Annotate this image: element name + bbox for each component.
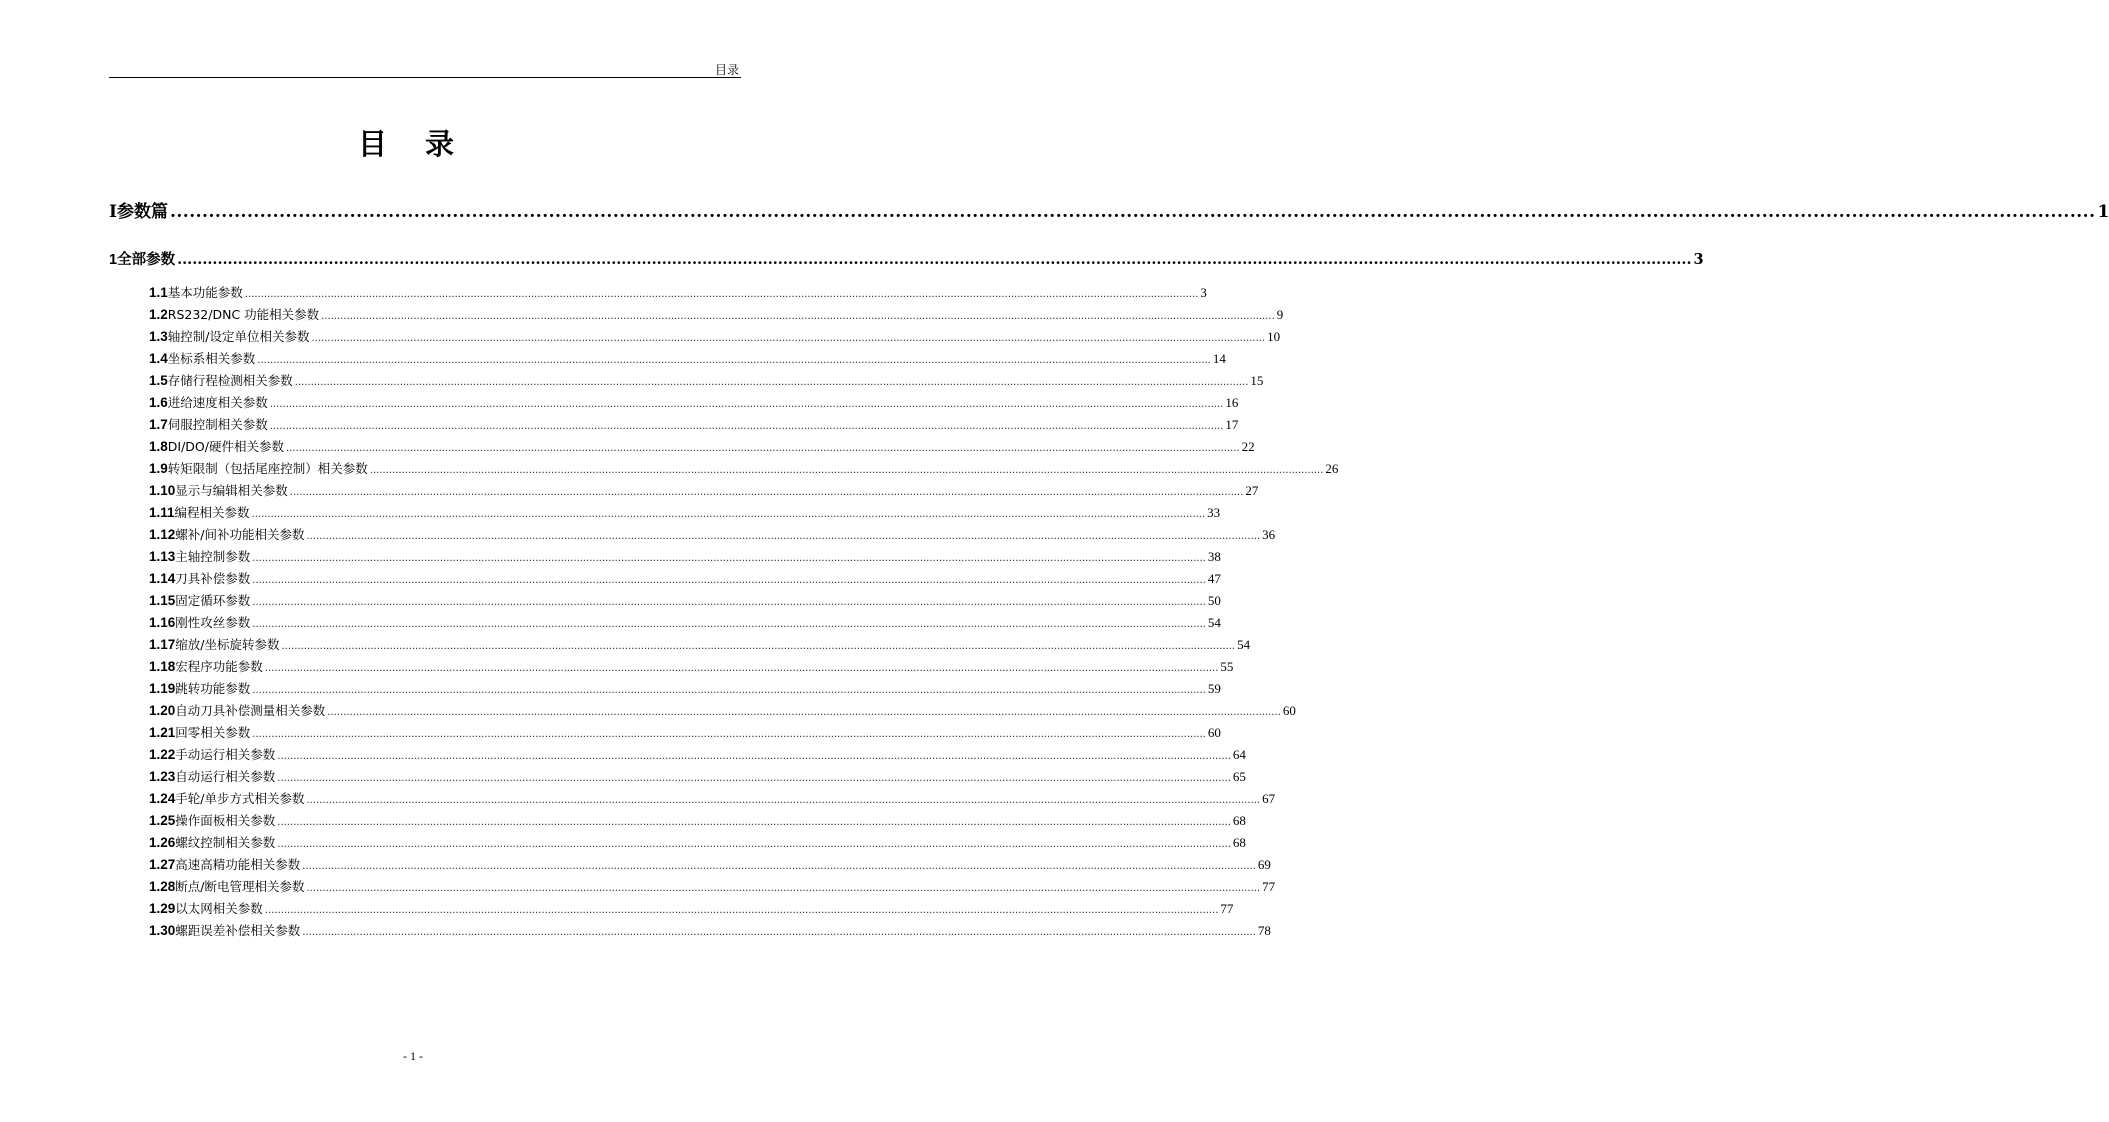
toc-section-entry[interactable] bbox=[149, 305, 1284, 323]
section-number: 1.27 bbox=[149, 857, 176, 872]
section-label: 存储行程检测相关参数 bbox=[167, 373, 293, 388]
section-number: 1.16 bbox=[149, 615, 176, 630]
section-label: 回零相关参数 bbox=[175, 725, 251, 740]
dot-leader: ............................................................................................................................................................................................................................................................................................................ bbox=[257, 355, 1211, 366]
chapter-page: 3 bbox=[1693, 251, 1704, 268]
dot-leader: ............................................................................................................................................................................................................................................................................................................ bbox=[277, 817, 1231, 828]
dot-leader: ............................................................................................................................................................................................................................................................................................................ bbox=[321, 311, 1275, 322]
section-label: 编程相关参数 bbox=[174, 505, 250, 520]
dot-leader: ............................................................................................................................................................................................................................................................................................................ bbox=[264, 905, 1219, 916]
toc-section-entry[interactable] bbox=[149, 371, 1264, 389]
toc-section-entry[interactable] bbox=[149, 591, 1221, 609]
dot-leader: ............................................................................................................................................................................................................................................................................................................ bbox=[269, 399, 1224, 410]
section-page: 9 bbox=[1276, 307, 1284, 322]
page-title: 目 录 bbox=[357, 127, 469, 161]
dot-leader: ............................................................................................................................................................................................................................................................................................................ bbox=[277, 839, 1231, 850]
section-page: 78 bbox=[1257, 923, 1271, 938]
section-label: 手轮/单步方式相关参数 bbox=[175, 791, 305, 806]
section-label: 坐标系相关参数 bbox=[167, 351, 256, 366]
section-label: 以太网相关参数 bbox=[175, 901, 263, 916]
dot-leader: ............................................................................................................................................................................................................................................................................................................ bbox=[306, 795, 1261, 806]
section-page: 68 bbox=[1232, 835, 1246, 850]
section-number: 1.26 bbox=[149, 835, 176, 850]
toc-section-entry[interactable] bbox=[149, 569, 1221, 587]
toc-section-entry[interactable] bbox=[149, 437, 1255, 455]
section-number: 1.15 bbox=[149, 593, 176, 608]
section-page: 36 bbox=[1262, 527, 1276, 542]
toc-section-entry[interactable] bbox=[149, 745, 1246, 763]
dot-leader: ............................................................................................................................................................................................................................................................................................................ bbox=[277, 751, 1231, 762]
toc-section-entry[interactable] bbox=[149, 921, 1271, 939]
section-label: 进给速度相关参数 bbox=[167, 395, 268, 410]
section-page: 47 bbox=[1207, 571, 1221, 586]
section-label: 基本功能参数 bbox=[167, 285, 243, 300]
section-label: 自动运行相关参数 bbox=[175, 769, 276, 784]
section-number: 1.1 bbox=[149, 285, 168, 300]
toc-section-entry[interactable] bbox=[149, 679, 1221, 697]
section-label: 自动刀具补偿测量相关参数 bbox=[175, 703, 326, 718]
dot-leader: ............................................................................................................................................................................................................................................................................................................ bbox=[269, 421, 1224, 432]
header-rule bbox=[109, 77, 741, 78]
toc-section-entry[interactable] bbox=[149, 877, 1276, 895]
section-number: 1.4 bbox=[149, 351, 168, 366]
section-page: 69 bbox=[1257, 857, 1271, 872]
toc-section-entry[interactable] bbox=[149, 283, 1207, 301]
section-label: 轴控制/设定单位相关参数 bbox=[167, 329, 310, 344]
section-page: 38 bbox=[1207, 549, 1221, 564]
toc-section-entry[interactable] bbox=[149, 613, 1221, 631]
section-number: 1.8 bbox=[149, 439, 168, 454]
section-number: 1.19 bbox=[149, 681, 176, 696]
dot-leader: ............................................................................................................................................................................................................................................................................................................ bbox=[311, 333, 1266, 344]
toc-section-entry[interactable] bbox=[149, 547, 1221, 565]
section-number: 1.29 bbox=[149, 901, 176, 916]
section-page: 14 bbox=[1212, 351, 1226, 366]
dot-leader: ............................................................................................................................................................................................................................................................................................................ bbox=[252, 597, 1206, 608]
section-label: 缩放/坐标旋转参数 bbox=[175, 637, 280, 652]
section-page: 77 bbox=[1220, 901, 1234, 916]
section-page: 27 bbox=[1245, 483, 1259, 498]
section-number: 1.9 bbox=[149, 461, 168, 476]
toc-section-entry[interactable] bbox=[149, 723, 1221, 741]
section-label: 高速高精功能相关参数 bbox=[175, 857, 301, 872]
section-label: 操作面板相关参数 bbox=[175, 813, 276, 828]
section-number: 1.23 bbox=[149, 769, 176, 784]
section-page: 26 bbox=[1325, 461, 1339, 476]
section-label: 刀具补偿参数 bbox=[175, 571, 251, 586]
toc-section-entry[interactable] bbox=[149, 481, 1259, 499]
section-label: 刚性攻丝参数 bbox=[175, 615, 251, 630]
running-header: 目录 bbox=[714, 63, 739, 77]
section-number: 1.6 bbox=[149, 395, 168, 410]
section-label: 显示与编辑相关参数 bbox=[175, 483, 288, 498]
dot-leader: ............................................................................................................................................................................................................................................................................................................ bbox=[169, 202, 2096, 222]
section-label: RS232/DNC 功能相关参数 bbox=[167, 307, 320, 322]
dot-leader: ............................................................................................................................................................................................................................................................................................................ bbox=[327, 707, 1281, 718]
dot-leader: ............................................................................................................................................................................................................................................................................................................ bbox=[252, 685, 1206, 696]
section-page: 54 bbox=[1237, 637, 1251, 652]
section-number: 1.12 bbox=[149, 527, 176, 542]
section-number: 1.22 bbox=[149, 747, 176, 762]
section-label: 宏程序功能参数 bbox=[175, 659, 263, 674]
part-number: I bbox=[109, 202, 117, 222]
dot-leader: ............................................................................................................................................................................................................................................................................................................ bbox=[252, 619, 1206, 630]
toc-section-entry[interactable] bbox=[149, 855, 1271, 873]
toc-section-entry[interactable] bbox=[149, 899, 1234, 917]
toc-section-entry[interactable] bbox=[149, 767, 1246, 785]
section-number: 1.20 bbox=[149, 703, 176, 718]
dot-leader: ............................................................................................................................................................................................................................................................................................................ bbox=[302, 927, 1256, 938]
section-page: 77 bbox=[1262, 879, 1276, 894]
toc-section-entry[interactable] bbox=[149, 327, 1281, 345]
part-page: 1 bbox=[2097, 202, 2109, 222]
section-page: 68 bbox=[1232, 813, 1246, 828]
section-page: 15 bbox=[1250, 373, 1264, 388]
dot-leader: ............................................................................................................................................................................................................................................................................................................ bbox=[252, 575, 1206, 586]
dot-leader: ............................................................................................................................................................................................................................................................................................................ bbox=[244, 289, 1199, 300]
section-label: 断点/断电管理相关参数 bbox=[175, 879, 305, 894]
dot-leader: ............................................................................................................................................................................................................................................................................................................ bbox=[251, 509, 1206, 520]
chapter-label: 全部参数 bbox=[117, 252, 176, 268]
section-number: 1.7 bbox=[149, 417, 168, 432]
section-number: 1.13 bbox=[149, 549, 176, 564]
dot-leader: ............................................................................................................................................................................................................................................................................................................ bbox=[252, 729, 1206, 740]
toc-section-entry[interactable] bbox=[149, 789, 1276, 807]
section-page: 33 bbox=[1207, 505, 1221, 520]
section-label: 主轴控制参数 bbox=[175, 549, 251, 564]
dot-leader: ............................................................................................................................................................................................................................................................................................................ bbox=[277, 773, 1231, 784]
section-number: 1.25 bbox=[149, 813, 176, 828]
toc-section-entry[interactable] bbox=[149, 415, 1239, 433]
dot-leader: ............................................................................................................................................................................................................................................................................................................ bbox=[285, 443, 1240, 454]
section-number: 1.3 bbox=[149, 329, 168, 344]
page-number-footer: - 1 - bbox=[403, 1049, 423, 1063]
section-page: 17 bbox=[1225, 417, 1239, 432]
toc-section-entry[interactable] bbox=[149, 701, 1296, 719]
toc-section-entry[interactable] bbox=[149, 635, 1251, 653]
toc-section-entry[interactable] bbox=[149, 393, 1239, 411]
section-page: 67 bbox=[1262, 791, 1276, 806]
toc-section-entry[interactable] bbox=[149, 657, 1234, 675]
section-number: 1.28 bbox=[149, 879, 176, 894]
toc-section-entry[interactable] bbox=[149, 833, 1246, 851]
section-number: 1.21 bbox=[149, 725, 176, 740]
toc-section-entry[interactable] bbox=[149, 811, 1246, 829]
section-label: 转矩限制（包括尾座控制）相关参数 bbox=[167, 461, 368, 476]
section-label: 伺服控制相关参数 bbox=[167, 417, 268, 432]
section-page: 3 bbox=[1200, 285, 1207, 300]
section-label: 螺纹控制相关参数 bbox=[175, 835, 276, 850]
section-number: 1.11 bbox=[149, 505, 175, 520]
section-page: 16 bbox=[1225, 395, 1239, 410]
toc-section-entry[interactable] bbox=[149, 503, 1221, 521]
section-label: 跳转功能参数 bbox=[175, 681, 251, 696]
section-page: 55 bbox=[1220, 659, 1234, 674]
toc-section-entry[interactable] bbox=[149, 459, 1339, 477]
section-page: 10 bbox=[1267, 329, 1281, 344]
toc-chapter-entry[interactable] bbox=[109, 248, 1704, 269]
dot-leader: ............................................................................................................................................................................................................................................................................................................ bbox=[294, 377, 1249, 388]
section-label: 手动运行相关参数 bbox=[175, 747, 276, 762]
section-page: 22 bbox=[1241, 439, 1255, 454]
section-page: 50 bbox=[1207, 593, 1221, 608]
toc-part-entry[interactable] bbox=[109, 197, 2109, 222]
chapter-number: 1 bbox=[109, 252, 118, 268]
toc-section-entry[interactable] bbox=[149, 349, 1226, 367]
dot-leader: ............................................................................................................................................................................................................................................................................................................ bbox=[281, 641, 1236, 652]
dot-leader: ............................................................................................................................................................................................................................................................................................................ bbox=[252, 553, 1206, 564]
section-label: DI/DO/硬件相关参数 bbox=[167, 439, 284, 454]
dot-leader: ............................................................................................................................................................................................................................................................................................................ bbox=[302, 861, 1256, 872]
dot-leader: ............................................................................................................................................................................................................................................................................................................ bbox=[177, 251, 1692, 268]
section-label: 螺补/间补功能相关参数 bbox=[175, 527, 305, 542]
section-page: 54 bbox=[1207, 615, 1221, 630]
section-number: 1.2 bbox=[149, 307, 168, 322]
section-page: 59 bbox=[1207, 681, 1221, 696]
section-page: 60 bbox=[1207, 725, 1221, 740]
section-number: 1.24 bbox=[149, 791, 176, 806]
section-page: 65 bbox=[1232, 769, 1246, 784]
toc-section-entry[interactable] bbox=[149, 525, 1276, 543]
section-label: 螺距误差补偿相关参数 bbox=[175, 923, 301, 938]
section-number: 1.14 bbox=[149, 571, 176, 586]
part-label: 参数篇 bbox=[116, 202, 168, 222]
dot-leader: ............................................................................................................................................................................................................................................................................................................ bbox=[306, 883, 1261, 894]
section-number: 1.5 bbox=[149, 373, 168, 388]
section-number: 1.18 bbox=[149, 659, 176, 674]
section-number: 1.17 bbox=[149, 637, 176, 652]
section-page: 64 bbox=[1232, 747, 1246, 762]
dot-leader: ............................................................................................................................................................................................................................................................................................................ bbox=[369, 465, 1324, 476]
dot-leader: ............................................................................................................................................................................................................................................................................................................ bbox=[289, 487, 1244, 498]
section-page: 60 bbox=[1282, 703, 1296, 718]
section-number: 1.30 bbox=[149, 923, 176, 938]
dot-leader: ............................................................................................................................................................................................................................................................................................................ bbox=[306, 531, 1261, 542]
section-number: 1.10 bbox=[149, 483, 176, 498]
section-label: 固定循环参数 bbox=[175, 593, 251, 608]
dot-leader: ............................................................................................................................................................................................................................................................................................................ bbox=[264, 663, 1219, 674]
